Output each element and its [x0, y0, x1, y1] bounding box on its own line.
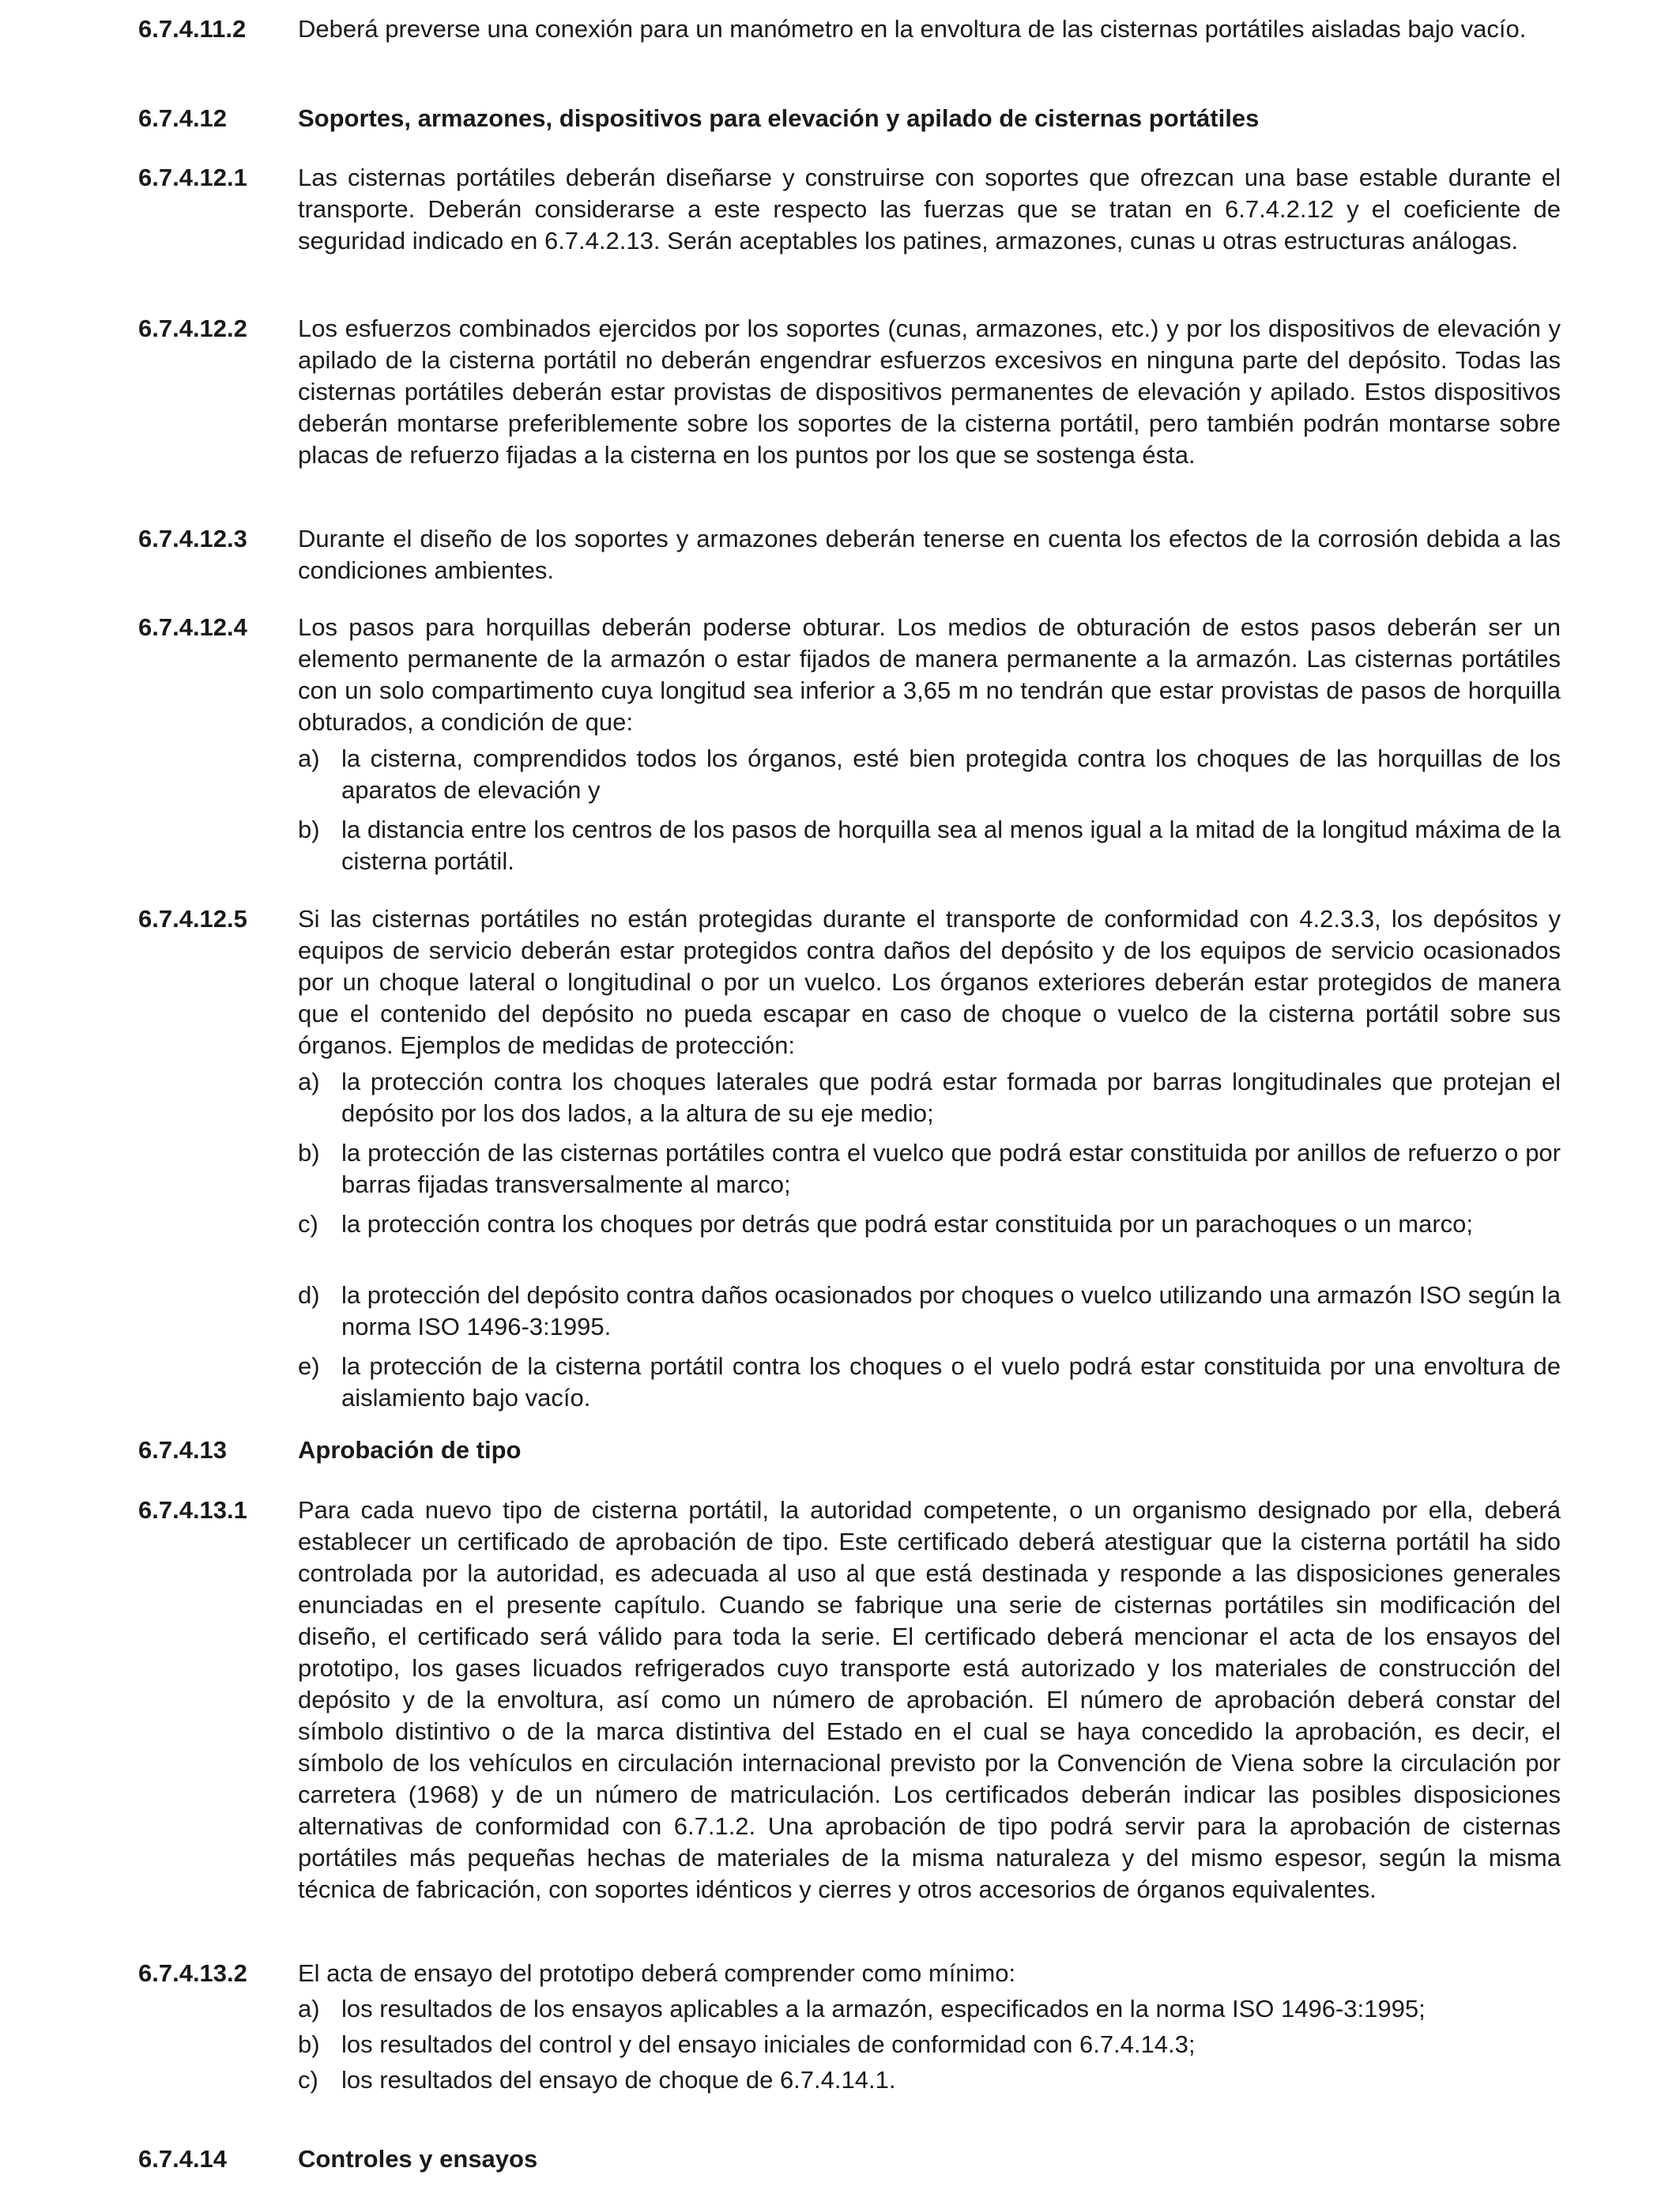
list-item-text: la cisterna, comprendidos todos los órganos, esté bien protegida contra los choques de las horquillas de los aparatos de elevación y	[341, 745, 1561, 804]
section-number: 6.7.4.12.1	[138, 164, 247, 191]
list-item-marker: c)	[298, 1210, 318, 1238]
list-item	[298, 1351, 1561, 1414]
list-item-text: la protección del depósito contra daños ocasionados por choques o vuelco utilizando una armazón ISO según la norma ISO 1496-3:1995.	[341, 1281, 1561, 1340]
section-paragraph: Deberá preverse una conexión para un manómetro en la envoltura de las cisternas portátiles aisladas bajo vacío.	[298, 15, 1527, 43]
section-number: 6.7.4.13	[138, 1436, 228, 1464]
list-item-marker: a)	[298, 745, 320, 772]
section-paragraph: Si las cisternas portátiles no están protegidas durante el transporte de conformidad con 4.2.3.3, los depósitos y equipos de servicio deberán estar protegidos contra daños del depósito y de los equipos de servicio ocasionados por un choque lateral o longitudinal o por un vuelco. Los órganos exteriores deberán estar protegidos de manera que el contenido del depósito no pueda escapar en caso de choque o vuelco de la cisterna portátil sobre sus órganos. Ejemplos de medidas de protección:	[298, 905, 1561, 1059]
list-item-marker: c)	[298, 2066, 318, 2094]
list-item	[298, 1993, 1561, 2025]
section-paragraph: El acta de ensayo del prototipo deberá comprender como mínimo:	[298, 1959, 1016, 1987]
section-heading: Controles y ensayos	[298, 2145, 538, 2173]
section-paragraph: Los esfuerzos combinados ejercidos por los soportes (cunas, armazones, etc.) y por los dispositivos de elevación y apilado de la cisterna portátil no deberán engendrar esfuerzos excesivos en ninguna parte del depósito. Todas las cisternas portátiles deberán estar provistas de dispositivos permanentes de elevación y apilado. Estos dispositivos deberán montarse preferiblemente sobre los soportes de la cisterna portátil, pero también podrán montarse sobre placas de refuerzo fijadas a la cisterna en los puntos por los que se sostenga ésta.	[298, 315, 1561, 469]
section-number: 6.7.4.12.2	[138, 315, 247, 342]
list-item	[298, 1208, 1561, 1240]
list-item	[298, 1066, 1561, 1129]
list-item-marker: d)	[298, 1281, 320, 1309]
section-number: 6.7.4.14	[138, 2145, 228, 2173]
list-item-text: la protección de la cisterna portátil contra los choques o el vuelo podrá estar constituida por una envoltura de aislamiento bajo vacío.	[341, 1352, 1561, 1412]
list-item-text: los resultados de los ensayos aplicables a la armazón, especificados en la norma ISO 1496-3:1995;	[341, 1995, 1426, 2022]
list-item	[298, 2064, 1561, 2096]
list-item-text: la protección contra los choques laterales que podrá estar formada por barras longitudinales que protejan el depósito por los dos lados, a la altura de su eje medio;	[341, 1068, 1561, 1127]
list-item-text: la protección de las cisternas portátiles contra el vuelco que podrá estar constituida por anillos de refuerzo o por barras fijadas transversalmente al marco;	[341, 1139, 1561, 1198]
list-item	[298, 1137, 1561, 1201]
list-item-text: los resultados del control y del ensayo iniciales de conformidad con 6.7.4.14.3;	[341, 2030, 1196, 2058]
list-item	[298, 814, 1561, 877]
section-number: 6.7.4.13.1	[138, 1496, 247, 1524]
section-heading: Soportes, armazones, dispositivos para elevación y apilado de cisternas portátiles	[298, 104, 1260, 132]
section-heading: Aprobación de tipo	[298, 1436, 522, 1464]
section-number: 6.7.4.13.2	[138, 1959, 247, 1987]
list-item-text: los resultados del ensayo de choque de 6.7.4.14.1.	[341, 2066, 896, 2094]
section-number: 6.7.4.12.4	[138, 613, 247, 641]
section-number: 6.7.4.12.3	[138, 525, 247, 552]
list-item	[298, 743, 1561, 806]
list-item-text: la protección contra los choques por detrás que podrá estar constituida por un parachoques o un marco;	[341, 1210, 1474, 1238]
list-item-marker: e)	[298, 1352, 320, 1380]
list-item-marker: a)	[298, 1068, 320, 1095]
section-number: 6.7.4.11.2	[138, 15, 247, 43]
list-item-text: la distancia entre los centros de los pasos de horquilla sea al menos igual a la mitad de la longitud máxima de la cisterna portátil.	[341, 816, 1561, 875]
list-item-marker: b)	[298, 2030, 320, 2058]
list-item	[298, 2029, 1561, 2060]
list-item-marker: a)	[298, 1995, 320, 2022]
section-paragraph: Las cisternas portátiles deberán diseñarse y construirse con soportes que ofrezcan una base estable durante el transporte. Deberán considerarse a este respecto las fuerzas que se tratan en 6.7.4.2.12 y el coeficiente de seguridad indicado en 6.7.4.2.13. Serán aceptables los patines, armazones, cunas u otras estructuras análogas.	[298, 164, 1561, 254]
list-item-marker: b)	[298, 1139, 320, 1167]
section-paragraph: Los pasos para horquillas deberán poderse obturar. Los medios de obturación de estos pasos deberán ser un elemento permanente de la armazón o estar fijados de manera permanente a la armazón. Las cisternas portátiles con un solo compartimento cuya longitud sea inferior a 3,65 m no tendrán que estar provistas de pasos de horquilla obturados, a condición de que:	[298, 613, 1561, 736]
section-paragraph: Para cada nuevo tipo de cisterna portátil, la autoridad competente, o un organismo designado por ella, deberá establecer un certificado de aprobación de tipo. Este certificado deberá atestiguar que la cisterna portátil ha sido controlada por la autoridad, es adecuada al uso al que está destinada y responde a las disposiciones generales enunciadas en el presente capítulo. Cuando se fabrique una serie de cisternas portátiles sin modificación del diseño, el certificado será válido para toda la serie. El certificado deberá mencionar el acta de los ensayos del prototipo, los gases licuados refrigerados cuyo transporte está autorizado y los materiales de construcción del depósito y de la envoltura, así como un número de aprobación. El número de aprobación deberá constar del símbolo distintivo o de la marca distintiva del Estado en el cual se haya concedido la aprobación, es decir, el símbolo de los vehículos en circulación internacional previsto por la Convención de Viena sobre la circulación por carretera (1968) y de un número de matriculación. Los certificados deberán indicar las posibles disposiciones alternativas de conformidad con 6.7.1.2. Una aprobación de tipo podrá servir para la aprobación de cisternas portátiles más pequeñas hechas de materiales de la misma naturaleza y del mismo espesor, según la misma técnica de fabricación, con soportes idénticos y cierres y otros accesorios de órganos equivalentes.	[298, 1496, 1561, 1903]
list-item-marker: b)	[298, 816, 320, 843]
section-paragraph: Durante el diseño de los soportes y armazones deberán tenerse en cuenta los efectos de la corrosión debida a las condiciones ambientes.	[298, 525, 1561, 584]
section-number: 6.7.4.12	[138, 104, 228, 132]
section-number: 6.7.4.12.5	[138, 905, 247, 933]
list-item	[298, 1280, 1561, 1343]
